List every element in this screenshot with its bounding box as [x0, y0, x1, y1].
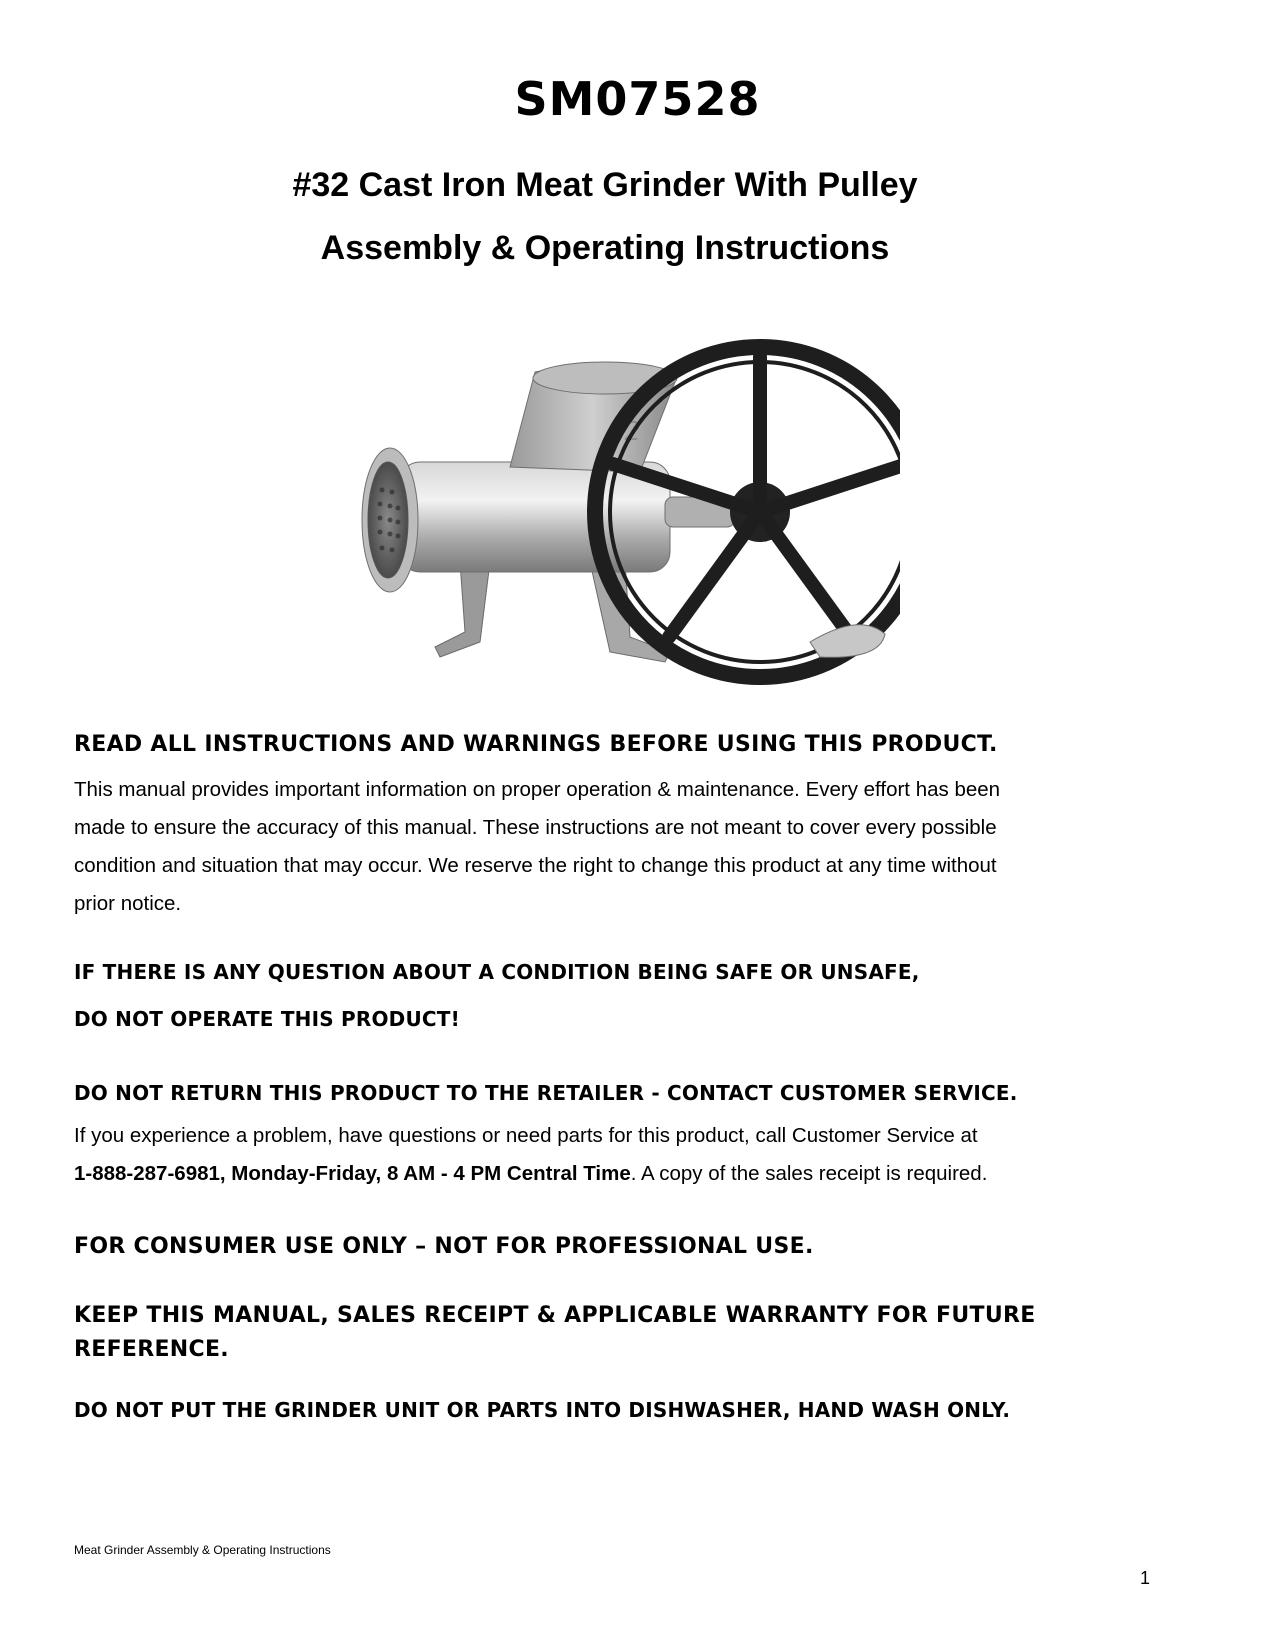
product-title: #32 Cast Iron Meat Grinder With Pulley [292, 166, 918, 204]
safety-warning-line-1: IF THERE IS ANY QUESTION ABOUT A CONDITION BEING SAFE OR UNSAFE, [74, 960, 920, 984]
customer-service-paragraph [74, 1117, 1154, 1193]
safety-warning-line-2: DO NOT OPERATE THIS PRODUCT! [74, 1007, 460, 1031]
manual-line-3: condition and situation that may occur. We reserve the right to change this product at any time without [74, 854, 997, 877]
dishwasher-warning: DO NOT PUT THE GRINDER UNIT OR PARTS INTO DISHWASHER, HAND WASH ONLY. [74, 1398, 1011, 1422]
keep-manual-line-1: KEEP THIS MANUAL, SALES RECEIPT & APPLICABLE WARRANTY FOR FUTURE [74, 1303, 1036, 1328]
manual-line-2: made to ensure the accuracy of this manual. These instructions are not meant to cover every possible [74, 816, 997, 839]
consumer-use-heading: FOR CONSUMER USE ONLY – NOT FOR PROFESSIONAL USE. [74, 1234, 814, 1259]
service-line-2 [74, 1155, 1154, 1193]
manual-paragraph [74, 771, 1154, 923]
keep-manual-heading [74, 1299, 1036, 1367]
page-number: 1 [1140, 1568, 1151, 1588]
document-subtitle: Assembly & Operating Instructions [320, 229, 890, 267]
read-all-heading: READ ALL INSTRUCTIONS AND WARNINGS BEFORE USING THIS PRODUCT. [74, 732, 998, 757]
do-not-return-heading: DO NOT RETURN THIS PRODUCT TO THE RETAILER - CONTACT CUSTOMER SERVICE. [74, 1081, 1018, 1105]
service-line-1: If you experience a problem, have questions or need parts for this product, call Customer Service at [74, 1124, 978, 1147]
keep-manual-line-2: REFERENCE. [74, 1337, 229, 1362]
footer-text: Meat Grinder Assembly & Operating Instructions [74, 1543, 331, 1557]
service-receipt-note: . A copy of the sales receipt is required. [630, 1162, 988, 1185]
manual-line-1: This manual provides important information on proper operation & maintenance. Every effort has been [74, 778, 1001, 801]
funnel-stamp: 32 [608, 417, 642, 447]
model-number: SM07528 [514, 72, 761, 126]
service-phone-hours: 1-888-287-6981, Monday-Friday, 8 AM - 4 PM Central Time [74, 1162, 631, 1185]
manual-line-4: prior notice. [74, 892, 182, 915]
meat-grinder-photo [340, 312, 900, 712]
